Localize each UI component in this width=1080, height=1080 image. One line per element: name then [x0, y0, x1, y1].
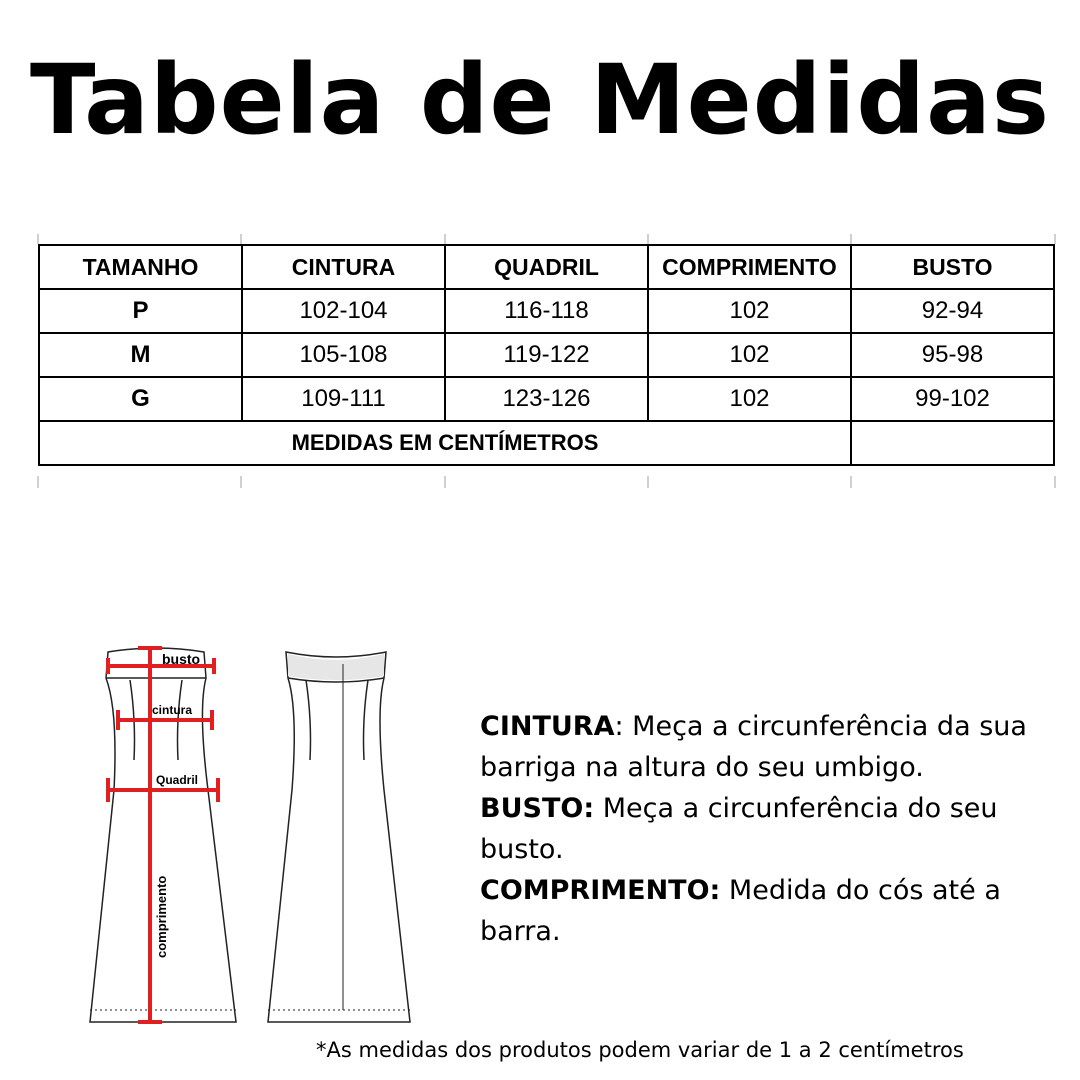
dress-measurement-figure: [80, 640, 440, 1030]
text-cintura: : Meça a circunferência da sua barriga na altura do seu umbigo.: [480, 711, 1027, 783]
size-table: [38, 244, 1055, 466]
table-row: [39, 289, 1054, 333]
table-note-row: [39, 421, 1054, 465]
comprimento-label: comprimento: [154, 875, 169, 958]
quadril-label: Quadril: [156, 773, 199, 787]
size-cell: G: [39, 377, 242, 421]
cintura-cell: 102-104: [242, 289, 445, 333]
table-row: [39, 377, 1054, 421]
quadril-cell: 123-126: [445, 377, 648, 421]
units-note: MEDIDAS EM CENTÍMETROS: [39, 421, 851, 465]
table-header-row: [39, 245, 1054, 289]
busto-cell: 99-102: [851, 377, 1054, 421]
instruction-comprimento: [480, 870, 1050, 952]
quadril-cell: 116-118: [445, 289, 648, 333]
cintura-cell: 105-108: [242, 333, 445, 377]
size-cell: M: [39, 333, 242, 377]
header-tamanho: TAMANHO: [39, 245, 242, 289]
term-cintura: CINTURA: [480, 711, 615, 742]
header-comprimento: COMPRIMENTO: [648, 245, 851, 289]
cintura-label: cintura: [152, 703, 193, 717]
footnote: *As medidas dos produtos podem variar de 1 a 2 centímetros: [316, 1038, 964, 1062]
dress-back-icon: [268, 652, 410, 1022]
comprimento-cell: 102: [648, 289, 851, 333]
header-cintura: CINTURA: [242, 245, 445, 289]
text-busto: Meça a circunferência do seu busto.: [480, 793, 998, 865]
quadril-cell: 119-122: [445, 333, 648, 377]
busto-cell: 95-98: [851, 333, 1054, 377]
header-quadril: QUADRIL: [445, 245, 648, 289]
comprimento-cell: 102: [648, 333, 851, 377]
term-busto: BUSTO:: [480, 793, 595, 824]
cintura-cell: 109-111: [242, 377, 445, 421]
comprimento-cell: 102: [648, 377, 851, 421]
empty-cell: [851, 421, 1054, 465]
size-cell: P: [39, 289, 242, 333]
page-title: Tabela de Medidas: [30, 44, 1050, 156]
instruction-cintura: [480, 706, 1050, 788]
term-comprimento: COMPRIMENTO:: [480, 875, 721, 906]
busto-cell: 92-94: [851, 289, 1054, 333]
measurement-instructions: [480, 706, 1050, 952]
instruction-busto: [480, 788, 1050, 870]
header-busto: BUSTO: [851, 245, 1054, 289]
busto-label: busto: [162, 651, 201, 667]
text-comprimento: Medida do cós até a barra.: [480, 875, 1001, 947]
table-row: [39, 333, 1054, 377]
